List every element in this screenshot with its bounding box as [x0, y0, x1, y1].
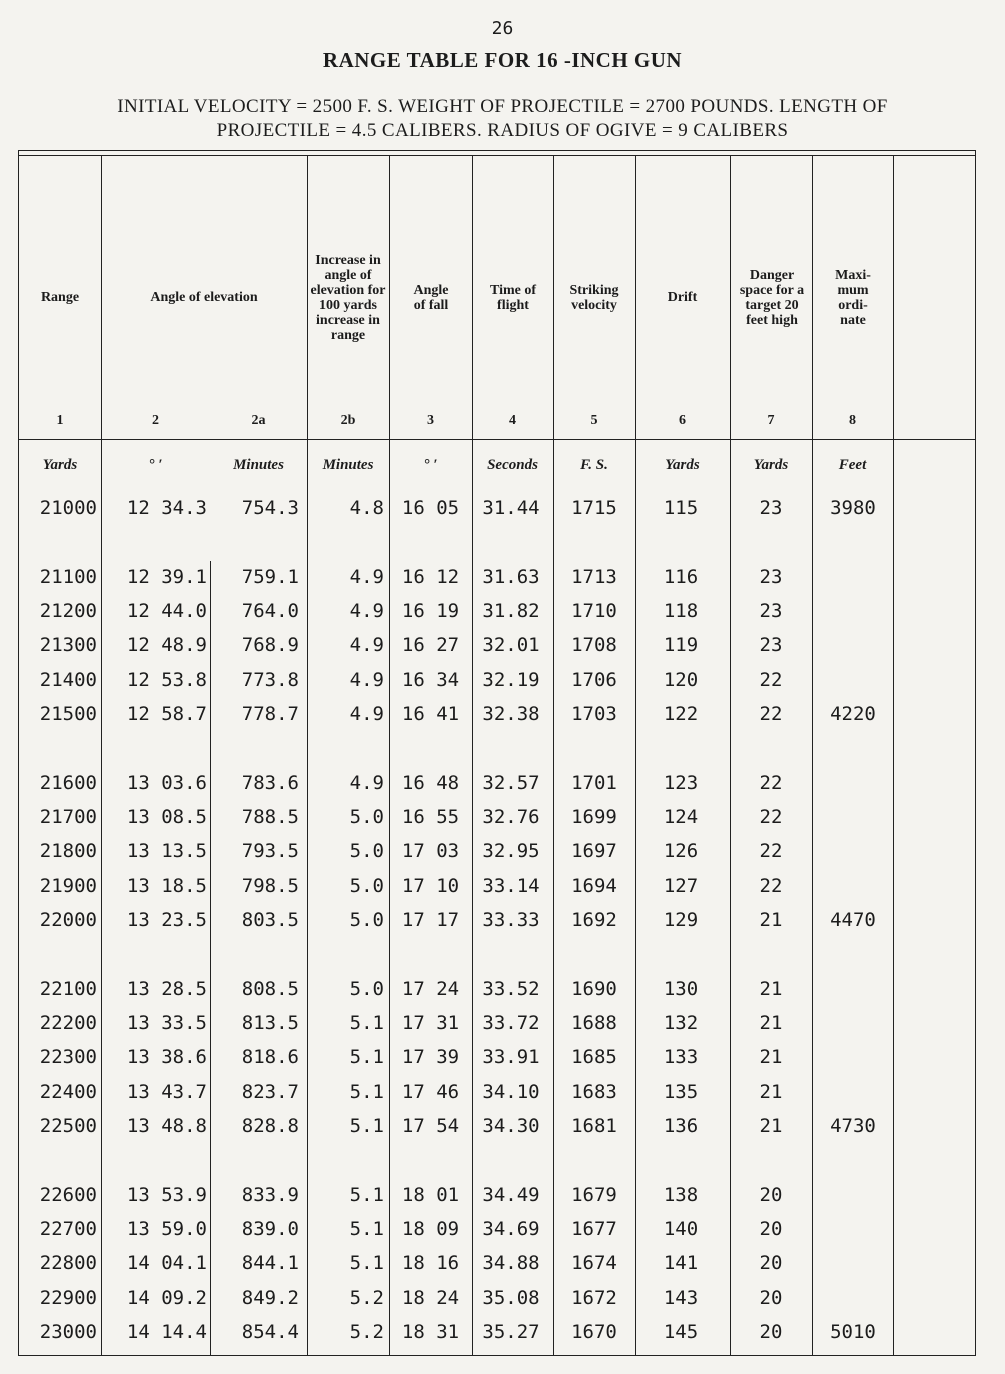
striking-velocity-cell: 1683 — [571, 1080, 617, 1103]
time-of-flight-cell: 34.69 — [482, 1218, 540, 1241]
danger-space-cell: 22 — [759, 771, 783, 794]
elevation-minutes-cell: 844.1 — [241, 1252, 299, 1275]
angle-of-fall-cell: 17 17 — [401, 909, 460, 931]
elevation-minutes-cell: 808.5 — [241, 977, 299, 1000]
elevation-minutes-cell: 839.0 — [241, 1218, 299, 1241]
range-cell: 21400 — [39, 668, 97, 691]
increase-cell: 4.9 — [349, 703, 384, 725]
angle-of-fall-cell: 18 31 — [401, 1321, 460, 1343]
elevation-minutes-cell: 828.8 — [241, 1115, 299, 1137]
unit-seconds: Seconds — [487, 457, 538, 473]
striking-velocity-cell: 1688 — [571, 1012, 617, 1035]
range-cell: 22700 — [39, 1218, 97, 1241]
drift-cell: 138 — [663, 1183, 699, 1206]
drift-cell: 118 — [663, 600, 699, 623]
drift-cell: 127 — [663, 874, 699, 897]
unit-drift-yards: Yards — [665, 457, 700, 473]
time-of-flight-cell: 32.19 — [482, 668, 540, 691]
danger-space-cell: 20 — [759, 1218, 783, 1241]
range-cell: 22300 — [39, 1046, 97, 1069]
elevation-cell: 13 33.5 — [126, 1012, 207, 1035]
maximum-ordinate-cell: 3980 — [830, 497, 876, 519]
time-of-flight-cell: 32.76 — [482, 806, 540, 829]
elevation-minutes-cell: 778.7 — [241, 703, 299, 725]
drift-cell: 141 — [663, 1252, 699, 1275]
range-cell: 21700 — [39, 806, 97, 829]
striking-velocity-cell: 1703 — [571, 703, 617, 725]
elevation-minutes-cell: 818.6 — [241, 1046, 299, 1069]
increase-cell: 5.2 — [349, 1321, 384, 1343]
striking-velocity-cell: 1681 — [571, 1115, 617, 1137]
unit-degrees-minutes-fall: ° ′ — [423, 457, 438, 473]
drift-cell: 130 — [663, 977, 699, 1000]
elevation-cell: 14 14.4 — [126, 1321, 207, 1343]
time-of-flight-cell: 32.57 — [482, 771, 540, 794]
header-range: Range — [40, 290, 80, 305]
striking-velocity-cell: 1713 — [571, 565, 617, 588]
increase-cell: 4.9 — [349, 668, 384, 691]
range-cell: 21600 — [39, 771, 97, 794]
elevation-cell: 13 48.8 — [126, 1115, 207, 1137]
angle-of-fall-cell: 18 01 — [401, 1183, 460, 1206]
striking-velocity-cell: 1672 — [571, 1286, 617, 1309]
drift-cell: 124 — [663, 806, 699, 829]
maximum-ordinate-cell: 4470 — [830, 909, 876, 931]
elevation-minutes-cell: 823.7 — [241, 1080, 299, 1103]
column-number: 2 — [152, 413, 159, 428]
angle-of-fall-cell: 17 54 — [401, 1115, 460, 1137]
danger-space-cell: 20 — [759, 1183, 783, 1206]
danger-space-cell: 23 — [759, 600, 783, 623]
drift-cell: 116 — [663, 565, 699, 588]
increase-cell: 5.1 — [349, 1080, 384, 1103]
drift-cell: 145 — [663, 1321, 699, 1343]
header-striking-velocity: Striking velocity — [569, 282, 619, 313]
page-number: 26 — [491, 18, 514, 39]
striking-velocity-cell: 1697 — [571, 840, 617, 863]
range-cell: 21200 — [39, 600, 97, 623]
increase-cell: 5.1 — [349, 1046, 384, 1069]
striking-velocity-cell: 1670 — [571, 1321, 617, 1343]
header-drift: Drift — [667, 290, 698, 305]
unit-range: Yards — [42, 457, 78, 473]
danger-space-cell: 23 — [759, 565, 783, 588]
elevation-cell: 13 53.9 — [126, 1183, 207, 1206]
elevation-cell: 12 48.9 — [126, 634, 207, 657]
elevation-cell: 12 58.7 — [126, 703, 207, 725]
increase-cell: 5.0 — [349, 977, 384, 1000]
danger-space-cell: 22 — [759, 703, 783, 725]
range-cell: 22100 — [39, 977, 97, 1000]
time-of-flight-cell: 31.63 — [482, 565, 540, 588]
elevation-minutes-cell: 803.5 — [241, 909, 299, 931]
elevation-minutes-cell: 754.3 — [241, 497, 299, 519]
danger-space-cell: 21 — [759, 1012, 783, 1035]
range-cell: 23000 — [39, 1321, 97, 1343]
time-of-flight-cell: 32.01 — [482, 634, 540, 657]
angle-of-fall-cell: 16 34 — [401, 668, 460, 691]
range-cell: 22600 — [39, 1183, 97, 1206]
angle-of-fall-cell: 17 31 — [401, 1012, 460, 1035]
striking-velocity-cell: 1694 — [571, 874, 617, 897]
danger-space-cell: 21 — [759, 1115, 783, 1137]
column-divider — [730, 156, 731, 1355]
increase-cell: 4.9 — [349, 771, 384, 794]
striking-velocity-cell: 1701 — [571, 771, 617, 794]
angle-of-fall-cell: 18 24 — [401, 1286, 460, 1309]
unit-minutes: Minutes — [233, 457, 284, 473]
increase-cell: 5.1 — [349, 1218, 384, 1241]
header-rule — [19, 439, 975, 440]
range-cell: 22800 — [39, 1252, 97, 1275]
column-divider — [307, 156, 308, 1355]
time-of-flight-cell: 31.44 — [482, 497, 540, 519]
danger-space-cell: 21 — [759, 909, 783, 931]
subtitle-line-2: PROJECTILE = 4.5 CALIBERS. RADIUS OF OGIVE = 9 CALIBERS — [216, 120, 789, 141]
page-title: RANGE TABLE FOR 16 -INCH GUN — [322, 48, 683, 72]
elevation-minutes-cell: 793.5 — [241, 840, 299, 863]
increase-cell: 4.9 — [349, 565, 384, 588]
increase-cell: 5.1 — [349, 1012, 384, 1035]
column-divider — [389, 156, 390, 1355]
danger-space-cell: 23 — [759, 497, 783, 519]
danger-space-cell: 20 — [759, 1252, 783, 1275]
elevation-minutes-cell: 783.6 — [241, 771, 299, 794]
range-cell: 21300 — [39, 634, 97, 657]
elevation-cell: 12 53.8 — [126, 668, 207, 691]
elevation-minutes-cell: 798.5 — [241, 874, 299, 897]
time-of-flight-cell: 32.38 — [482, 703, 540, 725]
elevation-cell: 13 28.5 — [126, 977, 207, 1000]
unit-minutes-increase: Minutes — [322, 457, 374, 473]
increase-cell: 5.0 — [349, 909, 384, 931]
drift-cell: 122 — [663, 703, 699, 725]
header-maximum-ordinate: Maxi- mum ordi- nate — [835, 267, 871, 328]
angle-of-fall-cell: 16 41 — [401, 703, 460, 725]
column-number: 3 — [427, 413, 434, 428]
danger-space-cell: 23 — [759, 634, 783, 657]
elevation-cell: 13 18.5 — [126, 874, 207, 897]
angle-of-fall-cell: 17 10 — [401, 874, 460, 897]
danger-space-cell: 20 — [759, 1286, 783, 1309]
range-cell: 21100 — [39, 565, 97, 588]
time-of-flight-cell: 33.52 — [482, 977, 540, 1000]
danger-space-cell: 21 — [759, 1046, 783, 1069]
elevation-cell: 12 44.0 — [126, 600, 207, 623]
striking-velocity-cell: 1677 — [571, 1218, 617, 1241]
unit-danger-yards: Yards — [753, 457, 789, 473]
drift-cell: 140 — [663, 1218, 699, 1241]
striking-velocity-cell: 1710 — [571, 600, 617, 623]
drift-cell: 135 — [663, 1080, 699, 1103]
maximum-ordinate-cell: 4220 — [830, 703, 876, 725]
column-divider — [812, 156, 813, 1355]
column-number: 4 — [509, 413, 516, 428]
increase-cell: 5.1 — [349, 1252, 384, 1275]
range-cell: 22500 — [39, 1115, 97, 1137]
angle-of-fall-cell: 18 09 — [401, 1218, 460, 1241]
danger-space-cell: 22 — [759, 840, 783, 863]
time-of-flight-cell: 34.30 — [482, 1115, 540, 1137]
elevation-cell: 13 38.6 — [126, 1046, 207, 1069]
time-of-flight-cell: 31.82 — [482, 600, 540, 623]
angle-of-fall-cell: 16 55 — [401, 806, 460, 829]
range-cell: 21000 — [39, 497, 97, 519]
elevation-cell: 13 13.5 — [126, 840, 207, 863]
increase-cell: 5.0 — [349, 840, 384, 863]
striking-velocity-cell: 1690 — [571, 977, 617, 1000]
elevation-minutes-cell: 788.5 — [241, 806, 299, 829]
striking-velocity-cell: 1685 — [571, 1046, 617, 1069]
increase-cell: 5.1 — [349, 1183, 384, 1206]
drift-cell: 133 — [663, 1046, 699, 1069]
angle-of-fall-cell: 16 27 — [401, 634, 460, 657]
danger-space-cell: 21 — [759, 1080, 783, 1103]
time-of-flight-cell: 33.14 — [482, 874, 540, 897]
elevation-minutes-cell: 768.9 — [241, 634, 299, 657]
angle-of-fall-cell: 17 46 — [401, 1080, 460, 1103]
column-divider — [472, 156, 473, 1355]
range-cell: 21500 — [39, 703, 97, 725]
angle-of-fall-cell: 16 48 — [401, 771, 460, 794]
time-of-flight-cell: 33.72 — [482, 1012, 540, 1035]
elevation-cell: 14 09.2 — [126, 1286, 207, 1309]
increase-cell: 5.1 — [349, 1115, 384, 1137]
time-of-flight-cell: 33.91 — [482, 1046, 540, 1069]
column-number: 6 — [679, 413, 686, 428]
maximum-ordinate-cell: 4730 — [830, 1115, 876, 1137]
header-danger-space: Danger space for a target 20 feet high — [739, 267, 805, 328]
elevation-cell: 13 23.5 — [126, 909, 207, 931]
time-of-flight-cell: 33.33 — [482, 909, 540, 931]
angle-of-fall-cell: 16 19 — [401, 600, 460, 623]
time-of-flight-cell: 35.27 — [482, 1321, 540, 1343]
drift-cell: 120 — [663, 668, 699, 691]
angle-of-fall-cell: 16 05 — [401, 497, 460, 519]
drift-cell: 129 — [663, 909, 699, 931]
range-cell: 21800 — [39, 840, 97, 863]
elevation-cell: 13 59.0 — [126, 1218, 207, 1241]
striking-velocity-cell: 1692 — [571, 909, 617, 931]
maximum-ordinate-cell: 5010 — [830, 1321, 876, 1343]
danger-space-cell: 22 — [759, 874, 783, 897]
increase-cell: 4.9 — [349, 634, 384, 657]
subtitle-line-1: INITIAL VELOCITY = 2500 F. S. WEIGHT OF PROJECTILE = 2700 POUNDS. LENGTH OF — [117, 96, 888, 117]
column-divider — [893, 156, 894, 1355]
drift-cell: 115 — [663, 497, 699, 519]
increase-cell: 4.8 — [349, 497, 384, 519]
time-of-flight-cell: 34.88 — [482, 1252, 540, 1275]
increase-cell: 5.0 — [349, 806, 384, 829]
striking-velocity-cell: 1715 — [571, 497, 617, 519]
angle-of-fall-cell: 17 24 — [401, 977, 460, 1000]
range-table — [18, 150, 976, 1356]
striking-velocity-cell: 1679 — [571, 1183, 617, 1206]
time-of-flight-cell: 34.49 — [482, 1183, 540, 1206]
drift-cell: 132 — [663, 1012, 699, 1035]
danger-space-cell: 21 — [759, 977, 783, 1000]
range-cell: 22200 — [39, 1012, 97, 1035]
unit-feet: Feet — [838, 457, 867, 473]
elevation-cell: 14 04.1 — [126, 1252, 207, 1275]
elevation-minutes-cell: 854.4 — [241, 1321, 299, 1343]
column-number: 1 — [56, 413, 64, 428]
column-number: 7 — [767, 413, 775, 428]
range-cell: 21900 — [39, 874, 97, 897]
increase-cell: 4.9 — [349, 600, 384, 623]
angle-of-fall-cell: 17 39 — [401, 1046, 460, 1069]
unit-degrees-minutes: ° ′ — [148, 457, 163, 473]
striking-velocity-cell: 1699 — [571, 806, 617, 829]
danger-space-cell: 20 — [759, 1321, 783, 1343]
elevation-minutes-cell: 764.0 — [241, 600, 299, 623]
range-cell: 22900 — [39, 1286, 97, 1309]
elevation-cell: 13 08.5 — [126, 806, 207, 829]
column-number: 8 — [849, 413, 856, 428]
elevation-minutes-cell: 813.5 — [241, 1012, 299, 1035]
elevation-cell: 13 43.7 — [126, 1080, 207, 1103]
header-time-of-flight: Time of flight — [489, 282, 536, 313]
danger-space-cell: 22 — [759, 668, 783, 691]
elevation-cell: 12 39.1 — [126, 565, 207, 588]
range-cell: 22400 — [39, 1080, 97, 1103]
column-divider — [553, 156, 554, 1355]
header-angle-of-fall: Angle of fall — [413, 282, 449, 313]
time-of-flight-cell: 32.95 — [482, 840, 540, 863]
drift-cell: 119 — [663, 634, 699, 657]
increase-cell: 5.2 — [349, 1286, 384, 1309]
elevation-minutes-cell: 773.8 — [241, 668, 299, 691]
elevation-cell: 13 03.6 — [126, 771, 207, 794]
drift-cell: 123 — [663, 771, 699, 794]
angle-of-fall-cell: 18 16 — [401, 1252, 460, 1275]
time-of-flight-cell: 34.10 — [482, 1080, 540, 1103]
striking-velocity-cell: 1708 — [571, 634, 617, 657]
unit-feet-per-second: F. S. — [580, 457, 608, 473]
drift-cell: 136 — [663, 1115, 699, 1137]
elevation-minutes-cell: 833.9 — [241, 1183, 299, 1206]
danger-space-cell: 22 — [759, 806, 783, 829]
drift-cell: 126 — [663, 840, 699, 863]
column-number: 2b — [340, 413, 356, 428]
increase-cell: 5.0 — [349, 874, 384, 897]
striking-velocity-cell: 1674 — [571, 1252, 617, 1275]
column-number: 5 — [590, 413, 598, 428]
drift-cell: 143 — [663, 1286, 699, 1309]
column-number: 2a — [251, 413, 266, 428]
angle-of-fall-cell: 17 03 — [401, 840, 460, 863]
angle-of-fall-cell: 16 12 — [401, 565, 460, 588]
elevation-minutes-cell: 849.2 — [241, 1286, 299, 1309]
header-increase-in-elevation: Increase in angle of elevation for 100 yards increase in range — [310, 252, 386, 343]
time-of-flight-cell: 35.08 — [482, 1286, 540, 1309]
elevation-minutes-cell: 759.1 — [241, 565, 299, 588]
striking-velocity-cell: 1706 — [571, 668, 617, 691]
range-cell: 22000 — [39, 909, 97, 931]
header-angle-of-elevation: Angle of elevation — [150, 290, 258, 305]
elevation-cell: 12 34.3 — [126, 497, 207, 519]
